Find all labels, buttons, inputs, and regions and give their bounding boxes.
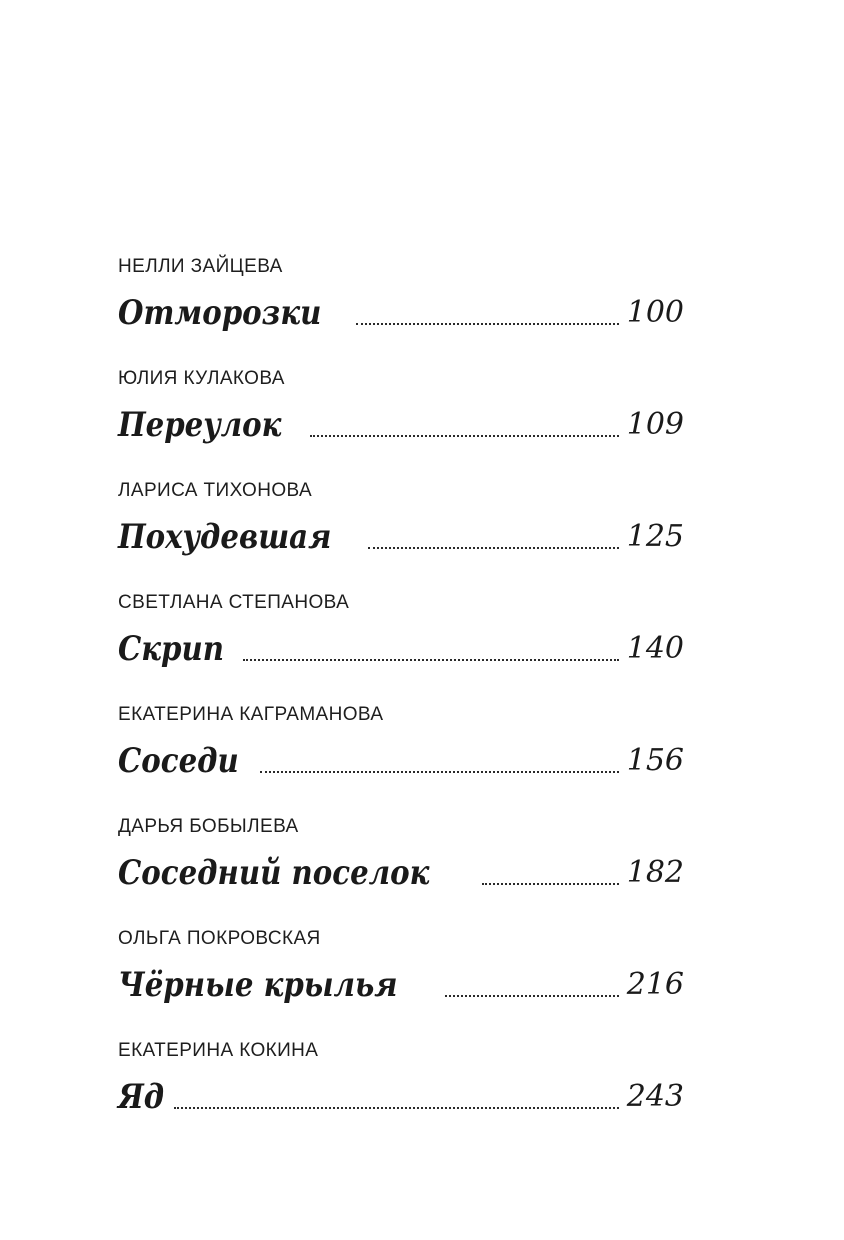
entry-title: Скрип	[118, 629, 225, 669]
entry-line	[118, 625, 684, 669]
toc-entry	[118, 1039, 684, 1151]
toc-entry	[118, 927, 684, 1039]
table-of-contents	[118, 255, 684, 1151]
entry-title: Соседи	[118, 741, 239, 781]
entry-page-number: 125	[626, 519, 684, 554]
entry-line	[118, 961, 684, 1005]
entry-line	[118, 849, 684, 893]
dot-leader	[243, 658, 618, 661]
entry-title: Отморозки	[118, 293, 322, 333]
entry-page-number: 182	[626, 855, 684, 890]
entry-line	[118, 289, 684, 333]
entry-author: ЕКАТЕРИНА КОКИНА	[118, 1040, 319, 1061]
dot-leader	[356, 322, 618, 325]
entry-line	[118, 513, 684, 557]
entry-author: ОЛЬГА ПОКРОВСКАЯ	[118, 928, 321, 949]
dot-leader	[174, 1106, 619, 1109]
toc-entry	[118, 479, 684, 591]
entry-title: Переулок	[118, 405, 282, 445]
entry-title: Чёрные крылья	[118, 965, 398, 1005]
dot-leader	[445, 994, 619, 997]
entry-author: ЮЛИЯ КУЛАКОВА	[118, 368, 285, 389]
entry-page-number: 243	[626, 1079, 684, 1114]
entry-page-number: 156	[626, 743, 684, 778]
toc-entry	[118, 815, 684, 927]
toc-entry	[118, 703, 684, 815]
entry-title: Похудевшая	[118, 517, 332, 557]
entry-page-number: 140	[626, 631, 684, 666]
entry-author: НЕЛЛИ ЗАЙЦЕВА	[118, 256, 283, 277]
entry-page-number: 109	[626, 407, 684, 442]
toc-entry	[118, 367, 684, 479]
entry-author: ДАРЬЯ БОБЫЛЕВА	[118, 816, 299, 837]
dot-leader	[482, 882, 619, 885]
entry-line	[118, 1073, 684, 1117]
dot-leader	[260, 770, 618, 773]
toc-entry	[118, 255, 684, 367]
toc-entry	[118, 591, 684, 703]
entry-title: Яд	[118, 1077, 165, 1117]
entry-author: ЕКАТЕРИНА КАГРАМАНОВА	[118, 704, 384, 725]
dot-leader	[368, 546, 619, 549]
entry-line	[118, 737, 684, 781]
dot-leader	[310, 434, 619, 437]
entry-author: СВЕТЛАНА СТЕПАНОВА	[118, 592, 350, 613]
entry-page-number: 100	[626, 295, 684, 330]
entry-line	[118, 401, 684, 445]
entry-page-number: 216	[626, 967, 684, 1002]
entry-author: ЛАРИСА ТИХОНОВА	[118, 480, 313, 501]
entry-title: Соседний поселок	[118, 853, 430, 893]
